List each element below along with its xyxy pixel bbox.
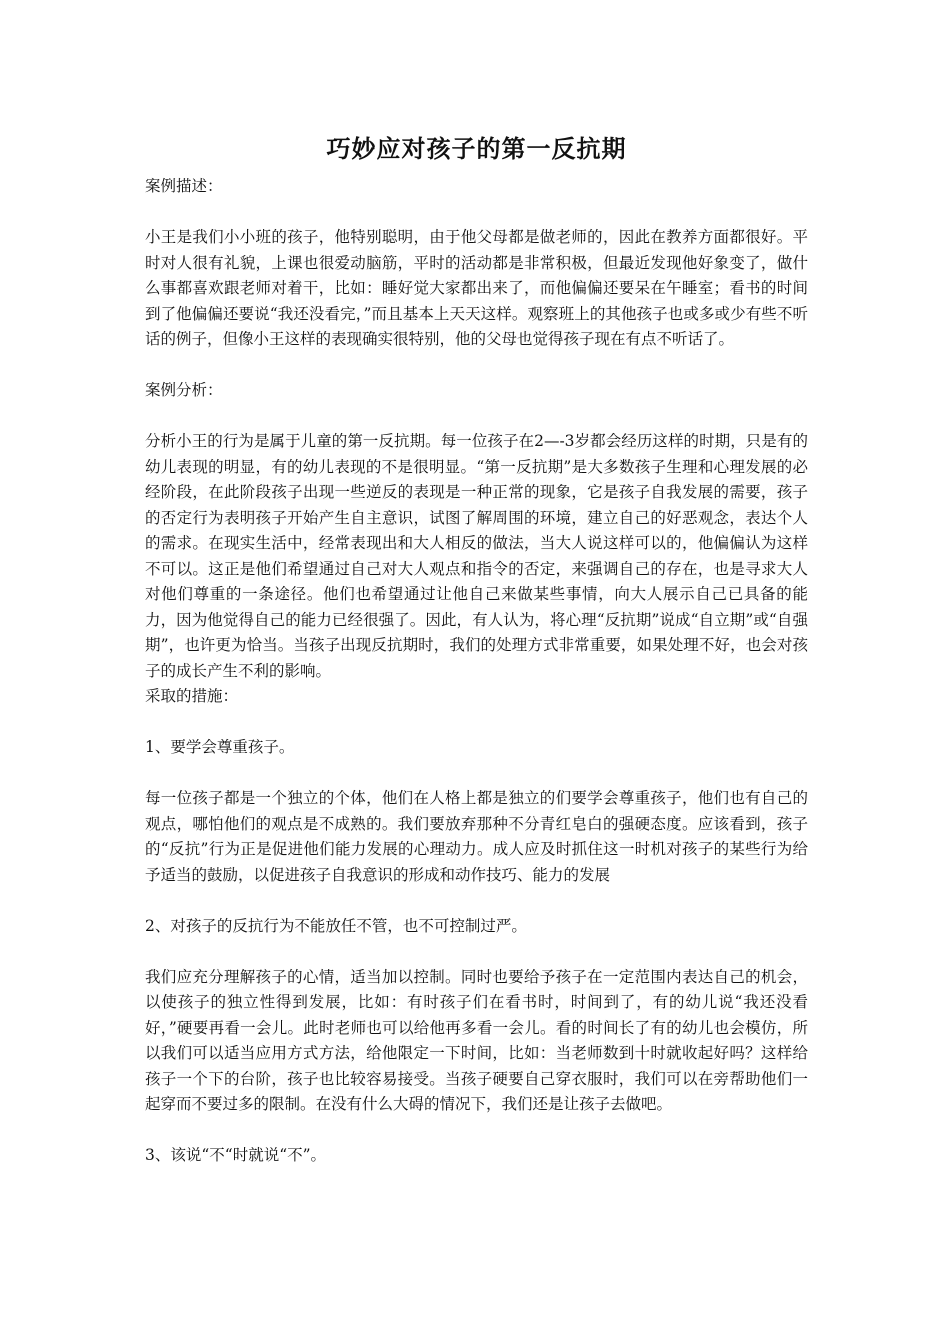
blank-line xyxy=(145,939,808,965)
blank-line xyxy=(145,1118,808,1144)
blank-line xyxy=(145,761,808,787)
measures-heading: 采取的措施： xyxy=(145,687,239,705)
blank-line xyxy=(145,404,808,430)
document-page xyxy=(145,132,808,1169)
blank-line xyxy=(145,888,808,914)
measure-1-body: 每一位孩子都是一个独立的个体，他们在人格上都是独立的们要学会尊重孩子，他们也有自己的观点，哪怕他们的观点是不成熟的。我们要放弃那种不分青红皂白的强硬态度。应该看到，孩子的“反抗”行为正是促进他们能力发展的心理动力。成人应及时抓住这一时机对孩子的某些行为给予适当的鼓励，以促进孩子自我意识的形成和动作技巧、能力的发展 xyxy=(145,789,808,884)
measure-2-body: 我们应充分理解孩子的心情，适当加以控制。同时也要给予孩子在一定范围内表达自己的机会，以使孩子的独立性得到发展，比如：有时孩子们在看书时，时间到了，有的幼儿说“我还没看好，”硬要再看一会儿。此时老师也可以给他再多看一会儿。看的时间长了有的幼儿也会模仿，所以我们可以适当应用方式方法，给他限定一下时间，比如：当老师数到十时就收起好吗？这样给孩子一个下的台阶，孩子也比较容易接受。当孩子硬要自己穿衣服时，我们可以在旁帮助他们一起穿而不要过多的限制。在没有什么大碍的情况下，我们还是让孩子去做吧。 xyxy=(145,967,808,1113)
blank-line xyxy=(145,710,808,736)
blank-line xyxy=(145,353,808,379)
blank-line xyxy=(145,200,808,226)
case-description-heading: 案例描述： xyxy=(145,177,223,195)
measure-2-heading: 2、对孩子的反抗行为不能放任不管，也不可控制过严。 xyxy=(145,916,527,935)
document-title: 巧妙应对孩子的第一反抗期 xyxy=(326,134,627,163)
case-analysis-heading: 案例分析： xyxy=(145,381,223,399)
case-description-body: 小王是我们小小班的孩子，他特别聪明，由于他父母都是做老师的，因此在教养方面都很好。平时对人很有礼貌，上课也很爱动脑筋，平时的活动都是非常积极，但最近发现他好象变了，做什么事都喜欢跟老师对着干，比如：睡好觉大家都出来了，而他偏偏还要呆在午睡室；看书的时间到了他偏偏还要说“我还没看完，”而且基本上天天这样。观察班上的其他孩子也或多或少有些不听话的例子，但像小王这样的表现确实很特别，他的父母也觉得孩子现在有点不听话了。 xyxy=(145,228,808,348)
measure-1-heading: 1、要学会尊重孩子。 xyxy=(145,738,295,756)
case-analysis-body: 分析小王的行为是属于儿童的第一反抗期。每一位孩子在2—-3岁都会经历这样的时期，只是有的幼儿表现的明显，有的幼儿表现的不是很明显。“第一反抗期”是大多数孩子生理和心理发展的必经阶段，在此阶段孩子出现一些逆反的表现是一种正常的现象，它是孩子自我发展的需要，孩子的否定行为表明孩子开始产生自主意识，试图了解周围的环境，建立自己的好恶观念，表达个人的需求。在现实生活中，经常表现出和大人相反的做法，当大人说这样可以的，他偏偏认为这样不可以。这正是他们希望通过自己对大人观点和指令的否定，来强调自己的存在，也是寻求大人对他们尊重的一条途径。他们也希望通过让他自己来做某些事情，向大人展示自己已具备的能力，因为他觉得自己的能力已经很强了。因此，有人认为，将心理“反抗期”说成“自立期”或“自强期”，也许更为恰当。当孩子出现反抗期时，我们的处理方式非常重要，如果处理不好，也会对孩子的成长产生不利的影响。 xyxy=(145,432,808,680)
measure-3-heading: 3、该说“不“时就说“不”。 xyxy=(145,1146,327,1164)
